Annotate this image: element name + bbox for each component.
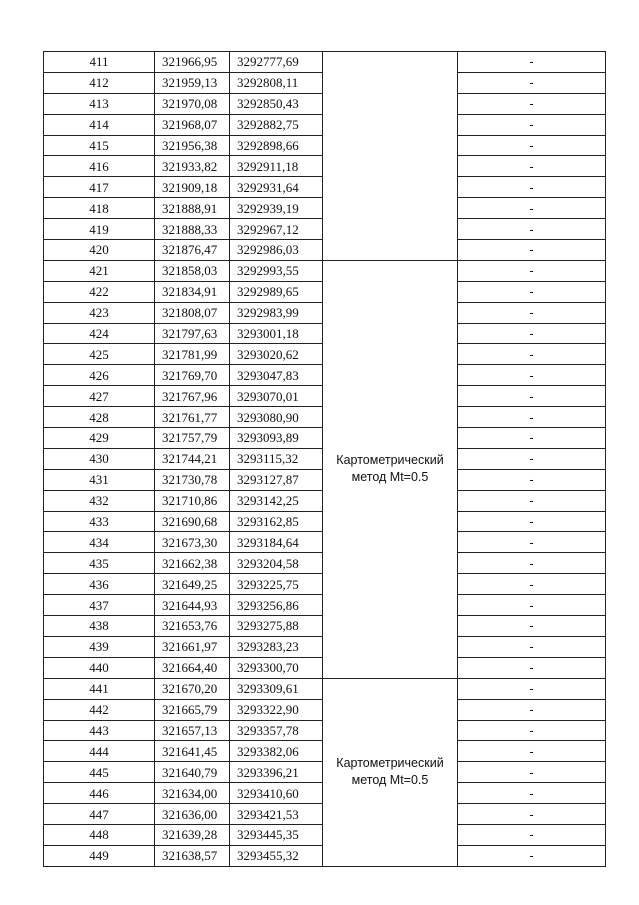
- accuracy-cell: -: [458, 428, 606, 449]
- point-number-cell: 431: [44, 469, 155, 490]
- point-number-cell: 420: [44, 240, 155, 261]
- x-coordinate-cell: 321640,79: [155, 762, 230, 783]
- table-row: [44, 52, 606, 73]
- point-number-cell: 435: [44, 553, 155, 574]
- y-coordinate-cell: 3292808,11: [230, 72, 323, 93]
- point-number-cell: 412: [44, 72, 155, 93]
- x-coordinate-cell: 321636,00: [155, 804, 230, 825]
- point-number-cell: 419: [44, 219, 155, 240]
- point-number-cell: 428: [44, 407, 155, 428]
- accuracy-cell: -: [458, 574, 606, 595]
- x-coordinate-cell: 321956,38: [155, 135, 230, 156]
- y-coordinate-cell: 3293309,61: [230, 678, 323, 699]
- x-coordinate-cell: 321769,70: [155, 365, 230, 386]
- x-coordinate-cell: 321876,47: [155, 240, 230, 261]
- point-number-cell: 434: [44, 532, 155, 553]
- accuracy-cell: -: [458, 448, 606, 469]
- y-coordinate-cell: 3293204,58: [230, 553, 323, 574]
- accuracy-cell: -: [458, 386, 606, 407]
- point-number-cell: 424: [44, 323, 155, 344]
- y-coordinate-cell: 3293142,25: [230, 490, 323, 511]
- accuracy-cell: -: [458, 281, 606, 302]
- point-number-cell: 438: [44, 616, 155, 637]
- accuracy-cell: -: [458, 532, 606, 553]
- accuracy-cell: -: [458, 177, 606, 198]
- accuracy-cell: -: [458, 198, 606, 219]
- point-number-cell: 413: [44, 93, 155, 114]
- x-coordinate-cell: 321970,08: [155, 93, 230, 114]
- x-coordinate-cell: 321690,68: [155, 511, 230, 532]
- y-coordinate-cell: 3293357,78: [230, 720, 323, 741]
- x-coordinate-cell: 321757,79: [155, 428, 230, 449]
- x-coordinate-cell: 321797,63: [155, 323, 230, 344]
- y-coordinate-cell: 3292911,18: [230, 156, 323, 177]
- accuracy-cell: -: [458, 511, 606, 532]
- y-coordinate-cell: 3292898,66: [230, 135, 323, 156]
- x-coordinate-cell: 321767,96: [155, 386, 230, 407]
- accuracy-cell: -: [458, 762, 606, 783]
- y-coordinate-cell: 3293421,53: [230, 804, 323, 825]
- accuracy-cell: -: [458, 323, 606, 344]
- point-number-cell: 417: [44, 177, 155, 198]
- y-coordinate-cell: 3292931,64: [230, 177, 323, 198]
- point-number-cell: 449: [44, 845, 155, 866]
- y-coordinate-cell: 3293225,75: [230, 574, 323, 595]
- y-coordinate-cell: 3293127,87: [230, 469, 323, 490]
- point-number-cell: 423: [44, 302, 155, 323]
- x-coordinate-cell: 321710,86: [155, 490, 230, 511]
- y-coordinate-cell: 3293322,90: [230, 699, 323, 720]
- accuracy-cell: -: [458, 636, 606, 657]
- table-row: [44, 678, 606, 699]
- x-coordinate-cell: 321968,07: [155, 114, 230, 135]
- y-coordinate-cell: 3293020,62: [230, 344, 323, 365]
- y-coordinate-cell: 3293455,32: [230, 845, 323, 866]
- accuracy-cell: -: [458, 804, 606, 825]
- y-coordinate-cell: 3293283,23: [230, 636, 323, 657]
- y-coordinate-cell: 3293047,83: [230, 365, 323, 386]
- x-coordinate-cell: 321781,99: [155, 344, 230, 365]
- point-number-cell: 429: [44, 428, 155, 449]
- point-number-cell: 446: [44, 783, 155, 804]
- x-coordinate-cell: 321649,25: [155, 574, 230, 595]
- x-coordinate-cell: 321639,28: [155, 824, 230, 845]
- point-number-cell: 448: [44, 824, 155, 845]
- x-coordinate-cell: 321834,91: [155, 281, 230, 302]
- y-coordinate-cell: 3293080,90: [230, 407, 323, 428]
- accuracy-cell: -: [458, 616, 606, 637]
- x-coordinate-cell: 321653,76: [155, 616, 230, 637]
- accuracy-cell: -: [458, 52, 606, 73]
- accuracy-cell: -: [458, 135, 606, 156]
- y-coordinate-cell: 3292989,65: [230, 281, 323, 302]
- accuracy-cell: -: [458, 72, 606, 93]
- accuracy-cell: -: [458, 845, 606, 866]
- y-coordinate-cell: 3293256,86: [230, 595, 323, 616]
- accuracy-cell: -: [458, 490, 606, 511]
- x-coordinate-cell: 321641,45: [155, 741, 230, 762]
- point-number-cell: 440: [44, 657, 155, 678]
- x-coordinate-cell: 321966,95: [155, 52, 230, 73]
- y-coordinate-cell: 3293184,64: [230, 532, 323, 553]
- y-coordinate-cell: 3293070,01: [230, 386, 323, 407]
- y-coordinate-cell: 3292882,75: [230, 114, 323, 135]
- x-coordinate-cell: 321959,13: [155, 72, 230, 93]
- x-coordinate-cell: 321662,38: [155, 553, 230, 574]
- point-number-cell: 439: [44, 636, 155, 657]
- accuracy-cell: -: [458, 219, 606, 240]
- x-coordinate-cell: 321634,00: [155, 783, 230, 804]
- point-number-cell: 444: [44, 741, 155, 762]
- x-coordinate-cell: 321888,91: [155, 198, 230, 219]
- y-coordinate-cell: 3292993,55: [230, 260, 323, 281]
- coordinates-table-body: [44, 52, 606, 867]
- x-coordinate-cell: 321888,33: [155, 219, 230, 240]
- y-coordinate-cell: 3292850,43: [230, 93, 323, 114]
- accuracy-cell: -: [458, 741, 606, 762]
- point-number-cell: 447: [44, 804, 155, 825]
- x-coordinate-cell: 321644,93: [155, 595, 230, 616]
- y-coordinate-cell: 3293275,88: [230, 616, 323, 637]
- y-coordinate-cell: 3292967,12: [230, 219, 323, 240]
- y-coordinate-cell: 3293396,21: [230, 762, 323, 783]
- x-coordinate-cell: 321638,57: [155, 845, 230, 866]
- accuracy-cell: -: [458, 553, 606, 574]
- point-number-cell: 421: [44, 260, 155, 281]
- x-coordinate-cell: 321657,13: [155, 720, 230, 741]
- x-coordinate-cell: 321673,30: [155, 532, 230, 553]
- accuracy-cell: -: [458, 156, 606, 177]
- y-coordinate-cell: 3293093,89: [230, 428, 323, 449]
- accuracy-cell: -: [458, 595, 606, 616]
- point-number-cell: 415: [44, 135, 155, 156]
- x-coordinate-cell: 321670,20: [155, 678, 230, 699]
- x-coordinate-cell: 321664,40: [155, 657, 230, 678]
- point-number-cell: 427: [44, 386, 155, 407]
- point-number-cell: 445: [44, 762, 155, 783]
- method-cell: Картометрический метод Mt=0.5: [323, 260, 458, 678]
- table-row: [44, 260, 606, 281]
- point-number-cell: 422: [44, 281, 155, 302]
- y-coordinate-cell: 3293300,70: [230, 657, 323, 678]
- accuracy-cell: -: [458, 344, 606, 365]
- y-coordinate-cell: 3292777,69: [230, 52, 323, 73]
- point-number-cell: 432: [44, 490, 155, 511]
- y-coordinate-cell: 3293001,18: [230, 323, 323, 344]
- point-number-cell: 437: [44, 595, 155, 616]
- y-coordinate-cell: 3293115,32: [230, 448, 323, 469]
- accuracy-cell: -: [458, 407, 606, 428]
- accuracy-cell: -: [458, 302, 606, 323]
- accuracy-cell: -: [458, 720, 606, 741]
- point-number-cell: 443: [44, 720, 155, 741]
- x-coordinate-cell: 321661,97: [155, 636, 230, 657]
- x-coordinate-cell: 321744,21: [155, 448, 230, 469]
- accuracy-cell: -: [458, 678, 606, 699]
- x-coordinate-cell: 321858,03: [155, 260, 230, 281]
- y-coordinate-cell: 3292986,03: [230, 240, 323, 261]
- point-number-cell: 411: [44, 52, 155, 73]
- x-coordinate-cell: 321730,78: [155, 469, 230, 490]
- x-coordinate-cell: 321808,07: [155, 302, 230, 323]
- accuracy-cell: -: [458, 824, 606, 845]
- point-number-cell: 433: [44, 511, 155, 532]
- y-coordinate-cell: 3293382,06: [230, 741, 323, 762]
- point-number-cell: 425: [44, 344, 155, 365]
- accuracy-cell: -: [458, 469, 606, 490]
- y-coordinate-cell: 3293162,85: [230, 511, 323, 532]
- accuracy-cell: -: [458, 114, 606, 135]
- x-coordinate-cell: 321761,77: [155, 407, 230, 428]
- method-cell: Картометрический метод Mt=0.5: [323, 678, 458, 866]
- accuracy-cell: -: [458, 783, 606, 804]
- point-number-cell: 441: [44, 678, 155, 699]
- accuracy-cell: -: [458, 260, 606, 281]
- x-coordinate-cell: 321909,18: [155, 177, 230, 198]
- x-coordinate-cell: 321665,79: [155, 699, 230, 720]
- y-coordinate-cell: 3292983,99: [230, 302, 323, 323]
- accuracy-cell: -: [458, 365, 606, 386]
- point-number-cell: 442: [44, 699, 155, 720]
- point-number-cell: 436: [44, 574, 155, 595]
- y-coordinate-cell: 3293445,35: [230, 824, 323, 845]
- point-number-cell: 426: [44, 365, 155, 386]
- accuracy-cell: -: [458, 240, 606, 261]
- accuracy-cell: -: [458, 93, 606, 114]
- y-coordinate-cell: 3292939,19: [230, 198, 323, 219]
- point-number-cell: 418: [44, 198, 155, 219]
- coordinates-table: [43, 51, 606, 867]
- point-number-cell: 430: [44, 448, 155, 469]
- accuracy-cell: -: [458, 699, 606, 720]
- y-coordinate-cell: 3293410,60: [230, 783, 323, 804]
- point-number-cell: 416: [44, 156, 155, 177]
- method-cell-empty: [323, 52, 458, 261]
- point-number-cell: 414: [44, 114, 155, 135]
- x-coordinate-cell: 321933,82: [155, 156, 230, 177]
- accuracy-cell: -: [458, 657, 606, 678]
